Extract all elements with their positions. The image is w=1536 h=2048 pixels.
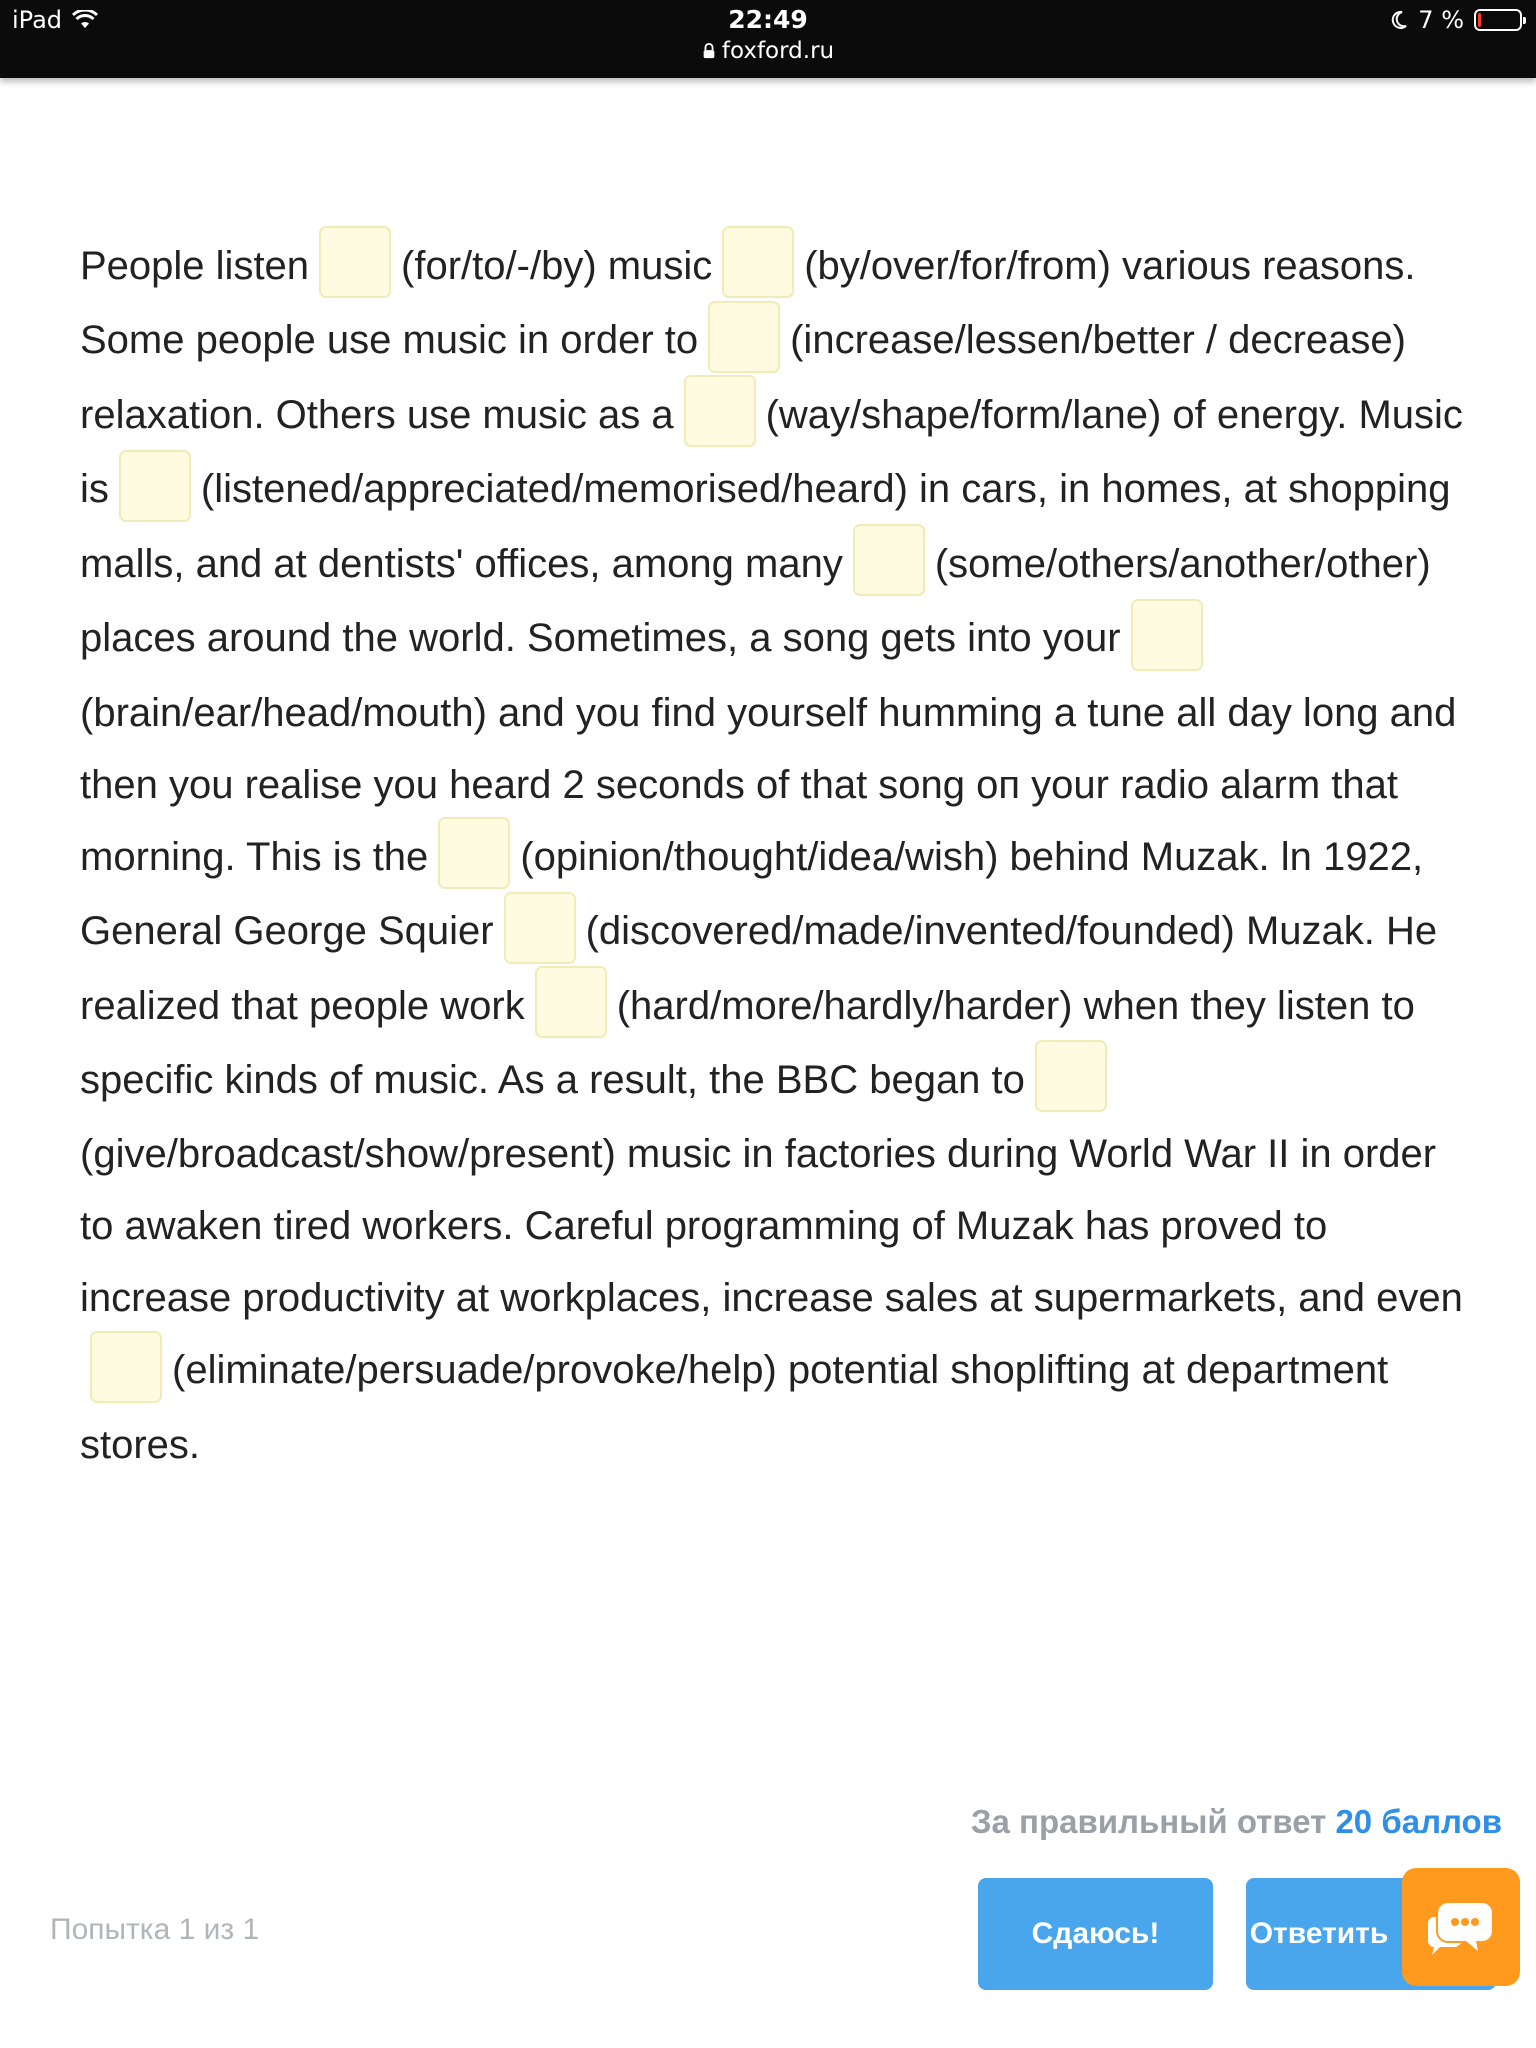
attempt-counter: Попытка 1 из 1	[50, 1913, 260, 1946]
clock: 22:49	[728, 5, 808, 34]
url-text: foxford.ru	[721, 38, 835, 64]
answer-gap-1[interactable]	[319, 226, 391, 298]
answer-gap-10[interactable]	[535, 966, 607, 1038]
exercise-segment: People listen	[80, 244, 310, 288]
exercise-segment: (hard/more/hardly/harder) when they listen to specific kinds of music. As a result, the BBC began to	[80, 983, 1415, 1102]
exercise-text	[80, 230, 1480, 1481]
exercise-segment: (listened/appreciated/memorised/heard) in cars, in homes, at shopping malls, and at dentists' offices, among many	[80, 467, 1451, 586]
exercise-segment: (give/broadcast/show/present) music in factories during World War II in order to awaken tired workers. Careful programming of Muzak has proved to increase productivity at workplaces, increase sales at supermarkets, and even	[80, 1132, 1463, 1321]
status-right	[1390, 6, 1522, 34]
answer-gap-5[interactable]	[119, 450, 191, 522]
status-bar	[0, 0, 1536, 78]
answer-gap-12[interactable]	[90, 1331, 162, 1403]
battery-icon	[1474, 9, 1522, 31]
exercise-segment: (some/others/another/other) places around the world. Sometimes, a song gets into your	[80, 541, 1431, 661]
status-center	[0, 4, 1536, 66]
device-label: iPad	[12, 6, 63, 34]
exercise-segment: (eliminate/persuade/provoke/help) potential shoplifting at department stores.	[80, 1348, 1389, 1467]
submit-answer-button[interactable]: Ответить	[1246, 1878, 1496, 1990]
answer-gap-4[interactable]	[684, 375, 756, 447]
exercise-segment: (by/over/for/from) various reasons. Some people use music in order to	[80, 244, 1416, 363]
exercise-segment: (opinion/thought/idea/wish) behind Muzak. ln 1922, General George Squier	[80, 834, 1424, 954]
score-info	[971, 1803, 1502, 1841]
battery-percent: 7 %	[1418, 6, 1464, 34]
answer-gap-2[interactable]	[722, 226, 794, 298]
score-points: 20 баллов	[1335, 1803, 1502, 1840]
lock-icon	[702, 43, 716, 59]
score-prefix: За правильный ответ	[970, 1803, 1327, 1840]
answer-gap-7[interactable]	[1131, 599, 1203, 671]
exercise-segment: (way/shape/form/lane) of energy. Music is	[80, 392, 1463, 512]
chat-bubbles-icon	[1426, 1897, 1496, 1957]
answer-gap-6[interactable]	[853, 524, 925, 596]
exercise-segment: (discovered/made/invented/founded) Muzak. He realized that people work	[80, 909, 1438, 1028]
answer-gap-8[interactable]	[438, 817, 510, 889]
exercise-segment: (increase/lessen/better / decrease) relaxation. Others use music as a	[80, 318, 1406, 437]
answer-gap-3[interactable]	[708, 301, 780, 373]
battery-level	[1478, 13, 1481, 27]
exercise-segment: (brain/ear/head/mouth) and you find yourself humming a tune all day long and then you realise you heard 2 seconds of that song оп your radio alarm that morning. This is the	[80, 690, 1457, 879]
answer-gap-9[interactable]	[504, 892, 576, 964]
exercise-segment: (for/to/-/by) music	[401, 244, 713, 288]
address-bar[interactable]	[702, 36, 834, 66]
give-up-button[interactable]: Сдаюсь!	[978, 1878, 1213, 1990]
moon-icon	[1390, 10, 1408, 30]
chat-button[interactable]	[1402, 1868, 1520, 1986]
answer-gap-11[interactable]	[1035, 1040, 1107, 1112]
